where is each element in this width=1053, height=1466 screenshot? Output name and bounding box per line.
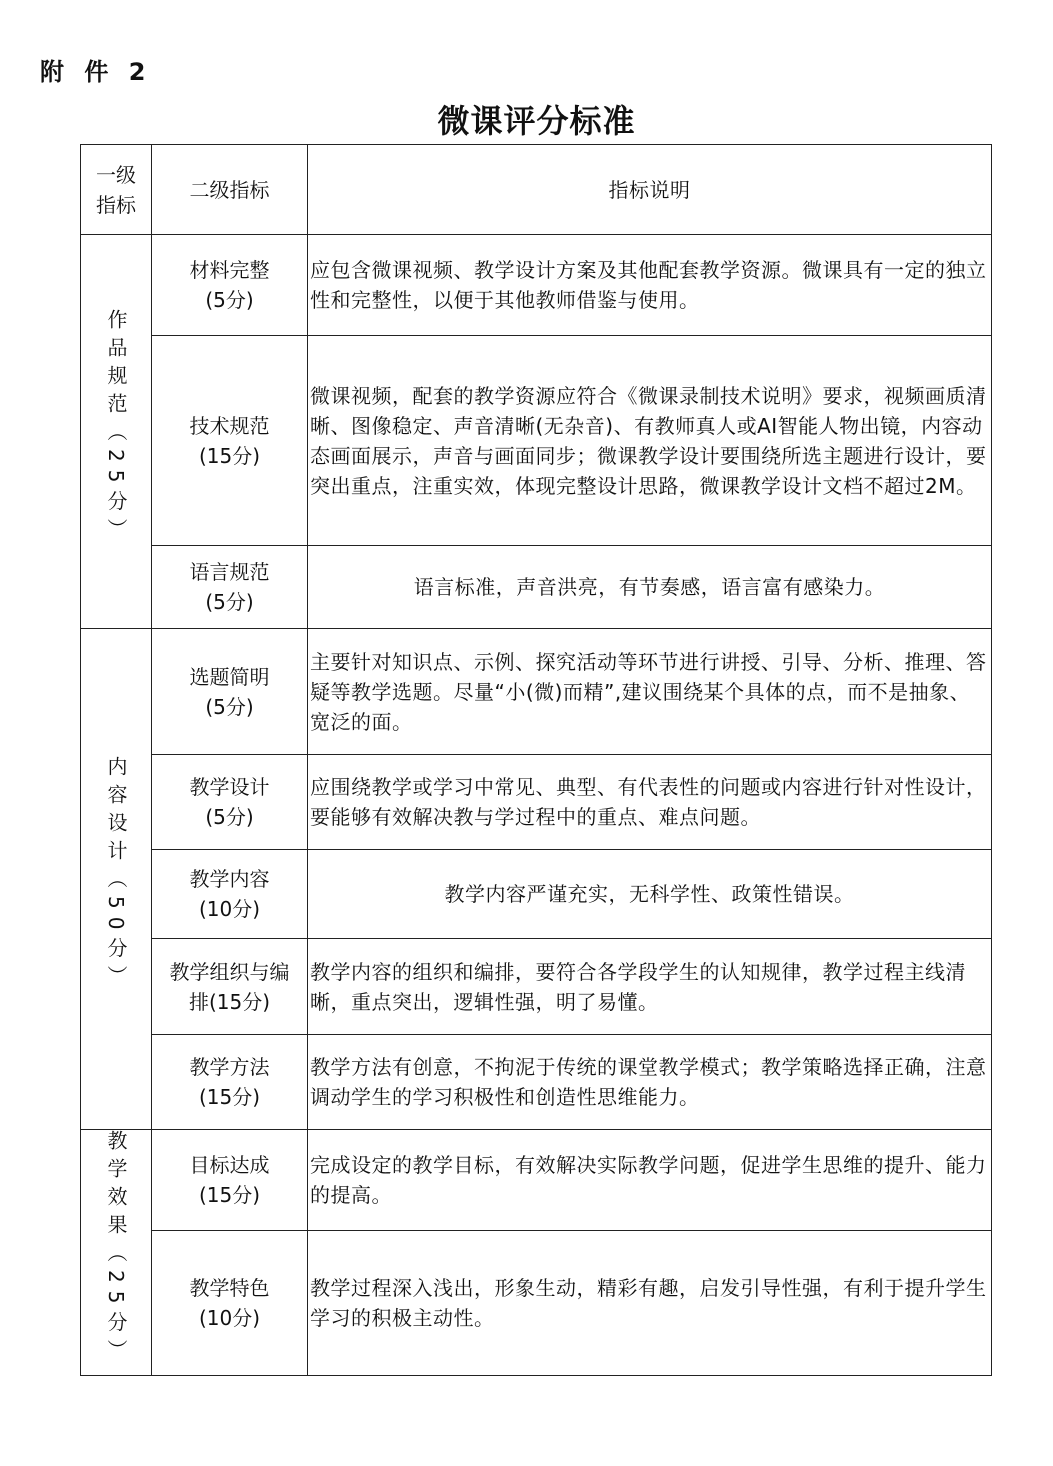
secondary-indicator (152, 755, 308, 850)
page-title: 微课评分标准 (437, 102, 636, 140)
secondary-score: (15分) (198, 1085, 261, 1109)
table-row (81, 629, 992, 755)
indicator-description: 应围绕教学或学习中常见、典型、有代表性的问题或内容进行针对性设计，要能够有效解决教与学过程中的重点、难点问题。 (308, 755, 992, 850)
indicator-description: 教学内容的组织和编排，要符合各学段学生的认知规律，教学过程主线清晰，重点突出，逻辑性强，明了易懂。 (308, 939, 992, 1035)
header-secondary: 二级指标 (152, 145, 308, 235)
indicator-description: 教学过程深入浅出，形象生动，精彩有趣，启发引导性强，有利于提升学生学习的积极主动性。 (308, 1230, 992, 1375)
table-row (81, 1130, 992, 1231)
secondary-name: 教学组织与编 (169, 959, 290, 984)
secondary-indicator (152, 235, 308, 336)
table-row (81, 755, 992, 850)
secondary-score: (10分) (198, 897, 261, 921)
table-row (81, 939, 992, 1035)
indicator-description: 语言标准，声音洪亮，有节奏感，语言富有感染力。 (308, 546, 992, 629)
header-primary-line1: 一级 (96, 162, 136, 187)
secondary-score: (15分) (198, 443, 261, 468)
secondary-score: (5分) (205, 694, 254, 719)
secondary-score: (5分) (205, 288, 254, 312)
primary-indicator: 作品规范（25分） (104, 308, 128, 547)
table-row (81, 850, 992, 939)
table-row (81, 1230, 992, 1375)
secondary-score: (15分) (198, 1182, 261, 1207)
secondary-name: 教学内容 (189, 867, 270, 891)
scoring-table (80, 144, 992, 1376)
table-header-row (81, 145, 992, 235)
header-description: 指标说明 (308, 145, 992, 235)
secondary-name: 教学设计 (189, 775, 270, 799)
indicator-description: 微课视频，配套的教学资源应符合《微课录制技术说明》要求，视频画质清晰、图像稳定、声音清晰(无杂音)、有教师真人或AI智能人物出镜，内容动态画面展示，声音与画面同步；微课教学设计要围绕所选主题进行设计，要突出重点，注重实效，体现完整设计思路，微课教学设计文档不超过2M。 (308, 336, 992, 546)
secondary-score: (5分) (205, 805, 254, 829)
secondary-name: 教学方法 (189, 1055, 270, 1079)
secondary-indicator (152, 1130, 308, 1231)
table-row (81, 336, 992, 546)
secondary-indicator (152, 629, 308, 755)
indicator-description: 教学内容严谨充实，无科学性、政策性错误。 (308, 850, 992, 939)
secondary-score: 排(15分) (188, 989, 271, 1014)
primary-indicator: 教学效果（25分） (104, 1130, 128, 1368)
primary-indicator-cell (81, 1130, 152, 1376)
secondary-score: (10分) (198, 1306, 261, 1331)
header-primary-line2: 指标 (96, 192, 136, 217)
header-primary (81, 145, 152, 235)
table-row (81, 235, 992, 336)
secondary-indicator (152, 1035, 308, 1130)
secondary-name: 材料完整 (189, 258, 270, 282)
attachment-label: 附 件 2 (40, 58, 152, 86)
primary-indicator-cell (81, 629, 152, 1130)
indicator-description: 应包含微课视频、教学设计方案及其他配套教学资源。微课具有一定的独立性和完整性，以便于其他教师借鉴与使用。 (308, 235, 992, 336)
primary-indicator: 内容设计（50分） (104, 756, 128, 994)
secondary-indicator (152, 1230, 308, 1375)
secondary-name: 技术规范 (189, 413, 270, 438)
secondary-name: 语言规范 (189, 560, 270, 584)
indicator-description: 主要针对知识点、示例、探究活动等环节进行讲授、引导、分析、推理、答疑等教学选题。尽量“小(微)而精”,建议围绕某个具体的点，而不是抽象、宽泛的面。 (308, 629, 992, 755)
indicator-description: 教学方法有创意，不拘泥于传统的课堂教学模式；教学策略选择正确，注意调动学生的学习积极性和创造性思维能力。 (308, 1035, 992, 1130)
indicator-description: 完成设定的教学目标，有效解决实际教学问题，促进学生思维的提升、能力的提高。 (308, 1130, 992, 1231)
table-row (81, 1035, 992, 1130)
secondary-indicator (152, 336, 308, 546)
primary-indicator-cell (81, 235, 152, 629)
table-row (81, 546, 992, 629)
secondary-name: 目标达成 (189, 1152, 270, 1177)
secondary-indicator (152, 939, 308, 1035)
secondary-name: 教学特色 (189, 1276, 270, 1301)
secondary-score: (5分) (205, 590, 254, 614)
secondary-indicator (152, 546, 308, 629)
secondary-indicator (152, 850, 308, 939)
secondary-name: 选题简明 (189, 664, 270, 689)
